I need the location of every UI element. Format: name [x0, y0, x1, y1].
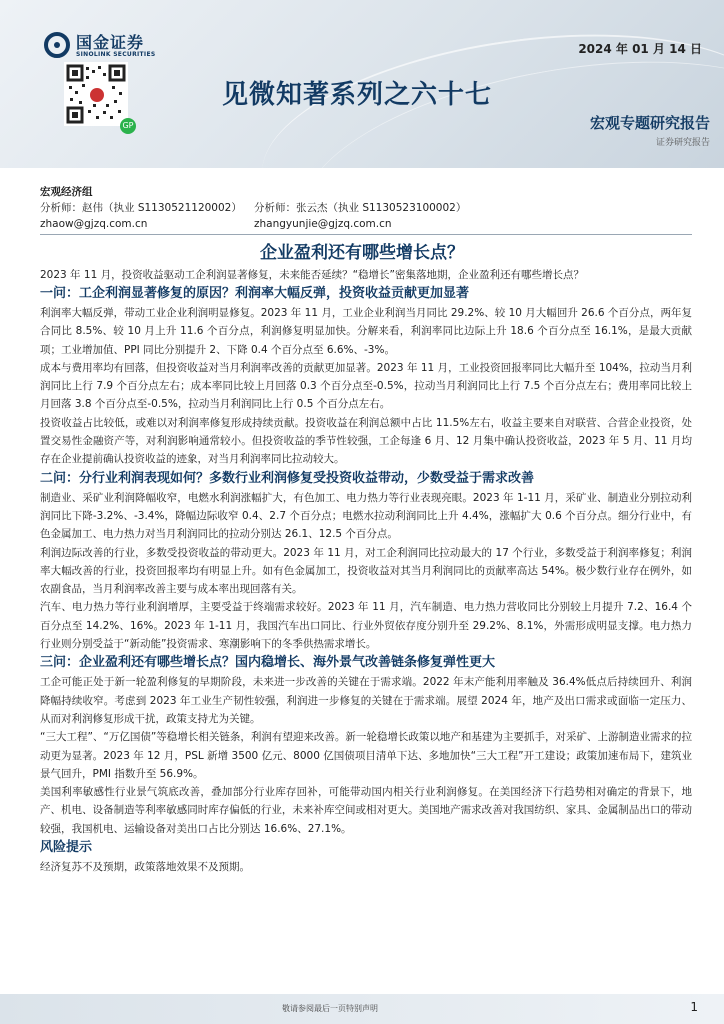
section-2-para: 汽车、电力热力等行业利润增厚，主要受益于终端需求较好。2023 年 11 月，汽车制造、电力热力营收同比分别较上月提升 7.2、16.4 个百分点至 14.2%、16%。2023 年 1-11 月，我国汽车出口同比、行业外贸依存度分别升至 29.2%、8.1%，外需形成明显支撑。电力热力行业则分别受益于“新动能”投资需求、寒潮影响下的冬季供热需求增长。: [40, 601, 692, 651]
company-logo: [44, 30, 184, 62]
qr-logo-icon: [88, 86, 106, 104]
report-subtype: 证券研究报告: [655, 138, 710, 148]
section-1-para: 成本与费用率均有回落，但投资收益对当月利润率改善的贡献更加显著。2023 年 11 月，工业投资回报率同比大幅升至 104%，拉动当月利润同比上行 7.9 个百分点左右；成本率同比较上月回落 0.3 个百分点至-0.5%，拉动当月利润同比上行 7.5 个百分点左右；费用率同比较上月回落 3.8 个百分点至-0.5%，拉动当月利润同比上行 0.5 个百分点左右。: [40, 361, 692, 411]
divider: [40, 234, 692, 235]
section-2-heading: 二问：分行业利润表现如何？多数行业利润修复受投资收益带动，少数受益于需求改善: [40, 470, 535, 486]
intro-paragraph: 2023 年 11 月，投资收益驱动工企利润显著修复，未来能否延续？“稳增长”密集落地期，企业盈利还有哪些增长点？: [40, 269, 584, 281]
section-3-para: 美国利率敏感性行业景气筑底改善，叠加部分行业库存回补，可能带动国内相关行业利润修复。在美国经济下行趋势相对确定的背景下，地产、机电、设备制造等利率敏感同时库存偏低的行业，未来补库空间或相对更大。美国地产需求改善对我国纺织、家具、金属制品出口的带动较强，我国机电、运输设备对美出口占比分别达 16.6%、27.1%。: [40, 786, 692, 835]
risk-heading: 风险提示: [40, 840, 93, 856]
section-1-heading: 一问：工企利润显著修复的原因？利润率大幅反弹，投资收益贡献更加显著: [40, 286, 470, 301]
analyst-block: [40, 184, 467, 232]
section-2-para: 利润边际改善的行业，多数受投资收益的带动更大。2023 年 11 月，对工企利润同比拉动最大的 17 个行业，多数受益于利润率修复；利润率大幅改善的行业，投资回报率均有明显上升。如有色金属加工，投资收益对其当月利润同比的贡献率高达 54%。极少数行业存在例外，如农副食品，当月利润率改善主要与成本率出现回落有关。: [40, 546, 692, 596]
page-footer: [0, 994, 724, 1024]
qr-code-icon: [64, 62, 128, 126]
section-3-para: “三大工程”、“万亿国债”等稳增长相关链条，利润有望迎来改善。新一轮稳增长政策以地产和基建为主要抓手，对采矿、上游制造业需求的拉动更为显著。2023 年 12 月，PSL 新增 3500 亿元、8000 亿国债项目清单下达、多地加快“三大工程”开工建设；政策加速布局下，建筑业景气回升，PMI 指数升至 56.9%。: [40, 731, 692, 780]
series-title: 见微知著系列之六十七: [222, 80, 493, 110]
analyst-line: [40, 200, 467, 216]
report-type: 宏观专题研究报告: [589, 114, 710, 132]
section-1-para: 投资收益占比较低，或难以对利润率修复形成持续贡献。投资收益在利润总额中占比 11.5%左右，收益主要来自对联营、合营企业投资，处置交易性金融资产等，对利润影响通常较小。但投资收益的季节性较强，工企每逢 6 月、12 月集中确认投资收益，2023 年 5 月、11 月均存在企业提前确认投资收益的迹象，对当月利润率同比拉动较大。: [40, 416, 692, 466]
report-date: 2024 年 01 月 14 日: [578, 42, 702, 56]
section-3-heading: 三问：企业盈利还有哪些增长点？国内稳增长、海外景气改善链条修复弹性更大: [40, 655, 496, 671]
analyst-email-line: [40, 216, 392, 232]
logo-mark-icon: [44, 32, 70, 58]
section-1-para: 利润率大幅反弹，带动工业企业利润明显修复。2023 年 11 月，工业企业利润当月同比 29.2%、较 10 月大幅回升 26.6 个百分点，两年复合同比 8.5%、较 10 月上升 11.6 个百分点，利润修复明显加快。分解来看，利润率同比边际上升 18.6 个百分点至 16.1%，是最大贡献项；工业增加值、PPI 同比分别提升 2、下降 0.4 个百分点至 6.6%、-3%。: [40, 307, 692, 356]
logo-text-cn: 国金证券: [76, 33, 145, 52]
analyst-1-email[interactable]: zhaow@gjzq.com.cn: [40, 218, 148, 230]
section-3-para: 工企可能正处于新一轮盈利修复的早期阶段，未来进一步改善的关键在于需求端。2022 年末产能利用率触及 36.4%低点后持续回升、利润降幅持续收窄。考虑到 2023 年工业生产韧性较强，利润进一步修复的关键在于需求端。展望 2024 年，地产及出口需求或面临一定压力、从而对利润修复形成干扰，政策支持尤为关键。: [40, 676, 692, 725]
analyst-2-email[interactable]: zhangyunjie@gjzq.com.cn: [254, 218, 392, 230]
research-group: 宏观经济组: [40, 186, 93, 198]
wechat-badge-icon: GP: [120, 118, 136, 134]
report-body: [40, 266, 692, 876]
report-header: [0, 0, 724, 168]
analyst-2: 分析师：张云杰（执业 S1130523100002）: [254, 202, 467, 214]
analyst-1: 分析师：赵伟（执业 S1130521120002）: [40, 202, 242, 214]
footer-disclaimer[interactable]: 敬请参阅最后一页特别声明: [282, 1004, 378, 1013]
logo-text-en: SINOLINK SECURITIES: [76, 51, 156, 58]
page-number: 1: [690, 1000, 698, 1014]
risk-para: 经济复苏不及预期，政策落地效果不及预期。: [40, 861, 250, 874]
section-2-para: 制造业、采矿业利润降幅收窄，电燃水利润涨幅扩大，有色加工、电力热力等行业表现亮眼。2023 年 1-11 月，采矿业、制造业分别拉动利润同比下降-3.2%、-3.4%，降幅边际收窄 0.4、2.7 个百分点；电燃水拉动利润同比上升 4.4%，涨幅扩大 0.6 个百分点。细分行业中，有色金属加工、电力热力对当月利润同比的拉动分别达 26.1、12.5 个百分点。: [40, 491, 692, 541]
document-title: 企业盈利还有哪些增长点？: [260, 243, 464, 263]
